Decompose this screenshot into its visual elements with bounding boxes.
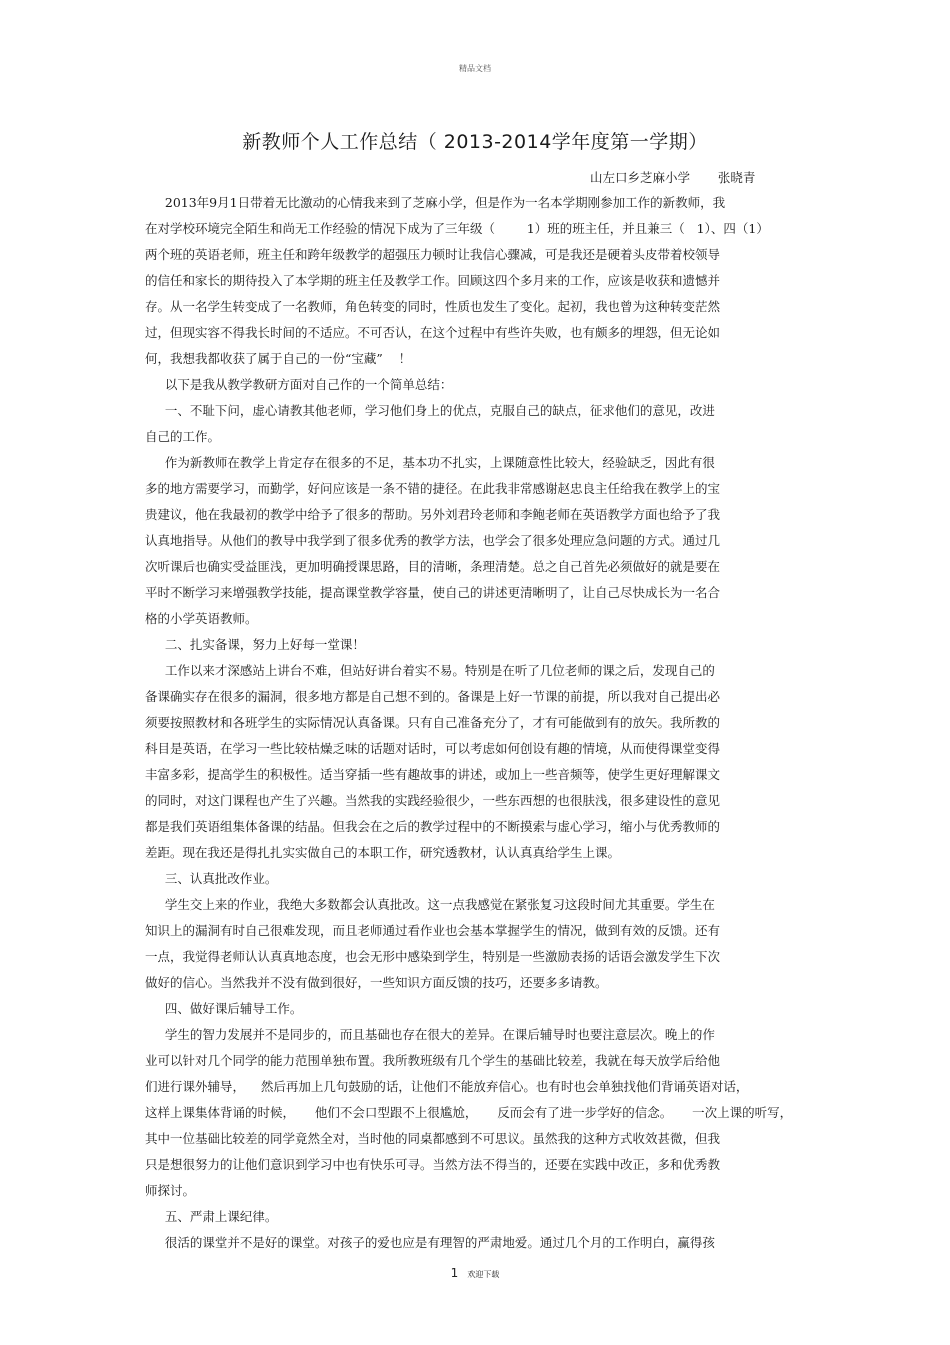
text-line: 何，我想我都收获了属于自己的一份“宝藏” ！ <box>145 351 412 366</box>
text-line: 认真地指导。从他们的教导中我学到了很多优秀的教学方法，也学会了很多处理应急问题的方式。通过几 <box>145 533 721 548</box>
text-line: 学生交上来的作业，我绝大多数都会认真批改。这一点我感觉在紧张复习这段时间尤其重要。学生在 <box>145 897 715 912</box>
text-line: 都是我们英语组集体备课的结晶。但我会在之后的教学过程中的不断摸索与虚心学习，缩小与优秀教师的 <box>145 819 721 834</box>
text-line: 师探讨。 <box>145 1183 196 1198</box>
text-line: 一、不耻下问，虚心请教其他老师，学习他们身上的优点，克服自己的缺点，征求他们的意见，改进 <box>145 403 715 418</box>
text-line: 很活的课堂并不是好的课堂。对孩子的爱也应是有理智的严肃地爱。通过几个月的工作明白，赢得孩 <box>145 1235 715 1250</box>
text-line: 知识上的漏洞有时自己很难发现，而且老师通过看作业也会基本掌握学生的情况，做到有效的反馈。还有 <box>145 923 721 938</box>
text-line: 2013年9月1日带着无比激动的心情我来到了芝麻小学，但是作为一名本学期刚参加工作的新教师，我 <box>145 195 726 210</box>
text-line: 一点，我觉得老师认认真真地态度，也会无形中感染到学生，特别是一些激励表扬的话语会激发学生下次 <box>145 949 721 964</box>
text-line: 的同时，对这门课程也产生了兴趣。当然我的实践经验很少，一些东西想的也很肤浅，很多建设性的意见 <box>145 793 721 808</box>
text-line: 科目是英语，在学习一些比较枯燥乏味的话题对话时，可以考虑如何创设有趣的情境，从而使得课堂变得 <box>145 741 721 756</box>
document-title: 新教师个人工作总结（ 2013-2014学年度第一学期） <box>242 131 708 153</box>
text-line: 过，但现实容不得我长时间的不适应。不可否认，在这个过程中有些许失败，也有颇多的埋怨，但无论如 <box>145 325 721 340</box>
text-line: 以下是我从教学教研方面对自己作的一个简单总结： <box>145 377 453 392</box>
text-line: 做好的信心。当然我并不没有做到很好，一些知识方面反馈的技巧，还要多多请教。 <box>145 975 608 990</box>
page-number: 1 <box>450 1266 459 1280</box>
text-line: 自己的工作。 <box>145 429 221 444</box>
text-line: 丰富多彩，提高学生的积极性。适当穿插一些有趣故事的讲述，或加上一些音频等，使学生更好理解课文 <box>145 767 721 782</box>
text-line: 次听课后也确实受益匪浅，更加明确授课思路，目的清晰，条理清楚。总之自己首先必须做好的就是要在 <box>145 559 721 574</box>
text-line: 作为新教师在教学上肯定存在很多的不足，基本功不扎实，上课随意性比较大，经验缺乏，因此有很 <box>145 455 715 470</box>
text-line: 存。从一名学生转变成了一名教师，角色转变的同时，性质也发生了变化。起初，我也曾为这种转变茫然 <box>145 299 721 314</box>
text-line: 业可以针对几个同学的能力范围单独布置。我所教班级有几个学生的基础比较差，我就在每天放学后给他 <box>145 1053 721 1068</box>
text-line: 工作以来才深感站上讲台不难，但站好讲台着实不易。特别是在听了几位老师的课之后，发现自己的 <box>145 663 715 678</box>
text-line: 二、扎实备课，努力上好每一堂课！ <box>145 637 365 652</box>
text-line: 在对学校环境完全陌生和尚无工作经验的情况下成为了三年级（ 1）班的班主任，并且兼三（ 1）、四（1） <box>145 221 769 236</box>
text-line: 学生的智力发展并不是同步的，而且基础也存在很大的差异。在课后辅导时也要注意层次。晚上的作 <box>145 1027 715 1042</box>
text-line: 四、做好课后辅导工作。 <box>145 1001 303 1016</box>
header-watermark: 精品文档 <box>459 64 491 73</box>
text-line: 三、认真批改作业。 <box>145 871 278 886</box>
footer-text: 欢迎下载 <box>467 1270 500 1279</box>
text-line: 平时不断学习来增强教学技能，提高课堂教学容量，使自己的讲述更清晰明了，让自己尽快成长为一名合 <box>145 585 721 600</box>
text-line: 只是想很努力的让他们意识到学习中也有快乐可寻。当然方法不得当的，还要在实践中改正，多和优秀教 <box>145 1157 721 1172</box>
page-footer <box>0 1262 950 1281</box>
text-line: 两个班的英语老师，班主任和跨年级教学的超强压力顿时让我信心骤减，可是我还是硬着头皮带着校领导 <box>145 247 721 262</box>
text-line: 其中一位基础比较差的同学竟然全对，当时他的同桌都感到不可思议。虽然我的这种方式收效甚微，但我 <box>145 1131 721 1146</box>
author-line: 山左口乡芝麻小学 张晓青 <box>590 170 756 185</box>
text-line: 们进行课外辅导， 然后再加上几句鼓励的话，让他们不能放弃信心。也有时也会单独找他们背诵英语对话， <box>145 1079 749 1094</box>
document-body <box>145 190 807 1256</box>
text-line: 多的地方需要学习，而勤学，好问应该是一条不错的捷径。在此我非常感谢赵忠良主任给我在教学上的宝 <box>145 481 721 496</box>
text-line: 的信任和家长的期待投入了本学期的班主任及教学工作。回顾这四个多月来的工作，应该是收获和遗憾并 <box>145 273 721 288</box>
text-line: 差距。现在我还是得扎扎实实做自己的本职工作，研究透教材，认认真真给学生上课。 <box>145 845 621 860</box>
text-line: 备课确实存在很多的漏洞，很多地方都是自己想不到的。备课是上好一节课的前提，所以我对自己提出必 <box>145 689 721 704</box>
text-line: 须要按照教材和各班学生的实际情况认真备课。只有自己准备充分了，才有可能做到有的放矢。我所教的 <box>145 715 721 730</box>
text-line: 这样上课集体背诵的时候， 他们不会口型跟不上很尴尬， 反而会有了进一步学好的信念。 一次上课的听写， <box>145 1105 793 1120</box>
text-line: 格的小学英语教师。 <box>145 611 258 626</box>
text-line: 五、严肃上课纪律。 <box>145 1209 278 1224</box>
text-line: 贵建议，他在我最初的教学中给予了很多的帮助。另外刘君玲老师和李鲍老师在英语教学方面也给予了我 <box>145 507 721 522</box>
